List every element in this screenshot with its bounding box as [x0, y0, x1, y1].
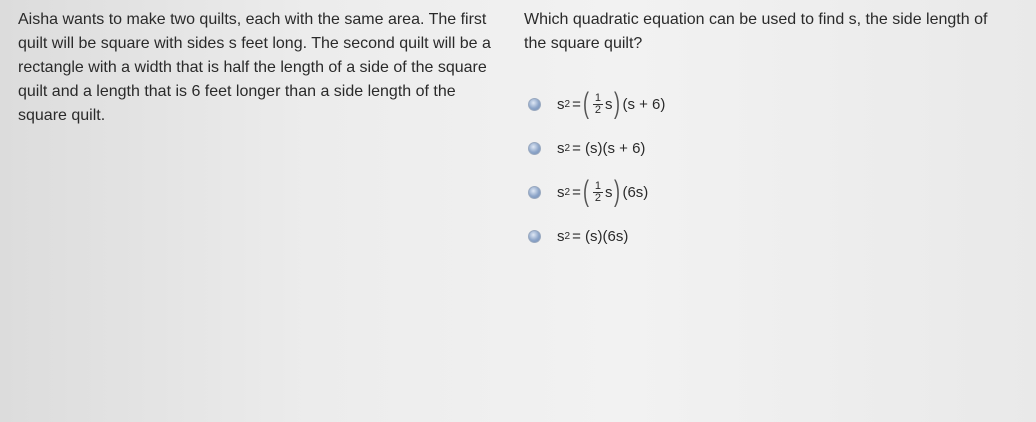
left-paren: (	[582, 175, 589, 208]
answer-options	[528, 82, 665, 258]
answer-option-a[interactable]	[528, 82, 665, 126]
radio-button-b[interactable]	[528, 142, 541, 155]
radio-button-a[interactable]	[528, 98, 541, 111]
right-paren: )	[614, 175, 621, 208]
equation-a: s 2 = ( $\frac{1}{2}$ s ) (s + 6)	[557, 87, 666, 120]
equation-b: s 2 = (s)(s + 6)	[557, 139, 646, 157]
left-paren: (	[582, 87, 589, 120]
equation-d: s 2 = (s)(6s)	[557, 227, 629, 245]
answer-option-c[interactable]	[528, 170, 665, 214]
equation-c: s 2 = ( $\frac{1}{2}$ s ) (6s)	[557, 175, 649, 208]
radio-button-c[interactable]	[528, 186, 541, 199]
fraction: $\frac{1}{2}$	[594, 179, 601, 204]
right-paren: )	[614, 87, 621, 120]
answer-option-b[interactable]	[528, 126, 665, 170]
radio-button-d[interactable]	[528, 230, 541, 243]
answer-option-d[interactable]	[528, 214, 665, 258]
question-text: Which quadratic equation can be used to find s, the side length of the square quilt?	[524, 11, 988, 52]
problem-text: Aisha wants to make two quilts, each with the same area. The first quilt will be square with sides s feet long. The second quilt will be a rectangle with a width that is half the length of a side of the square quilt and a length that is 6 feet longer than a side length of the square quilt.	[18, 11, 491, 124]
fraction: $\frac{1}{2}$	[594, 91, 601, 116]
